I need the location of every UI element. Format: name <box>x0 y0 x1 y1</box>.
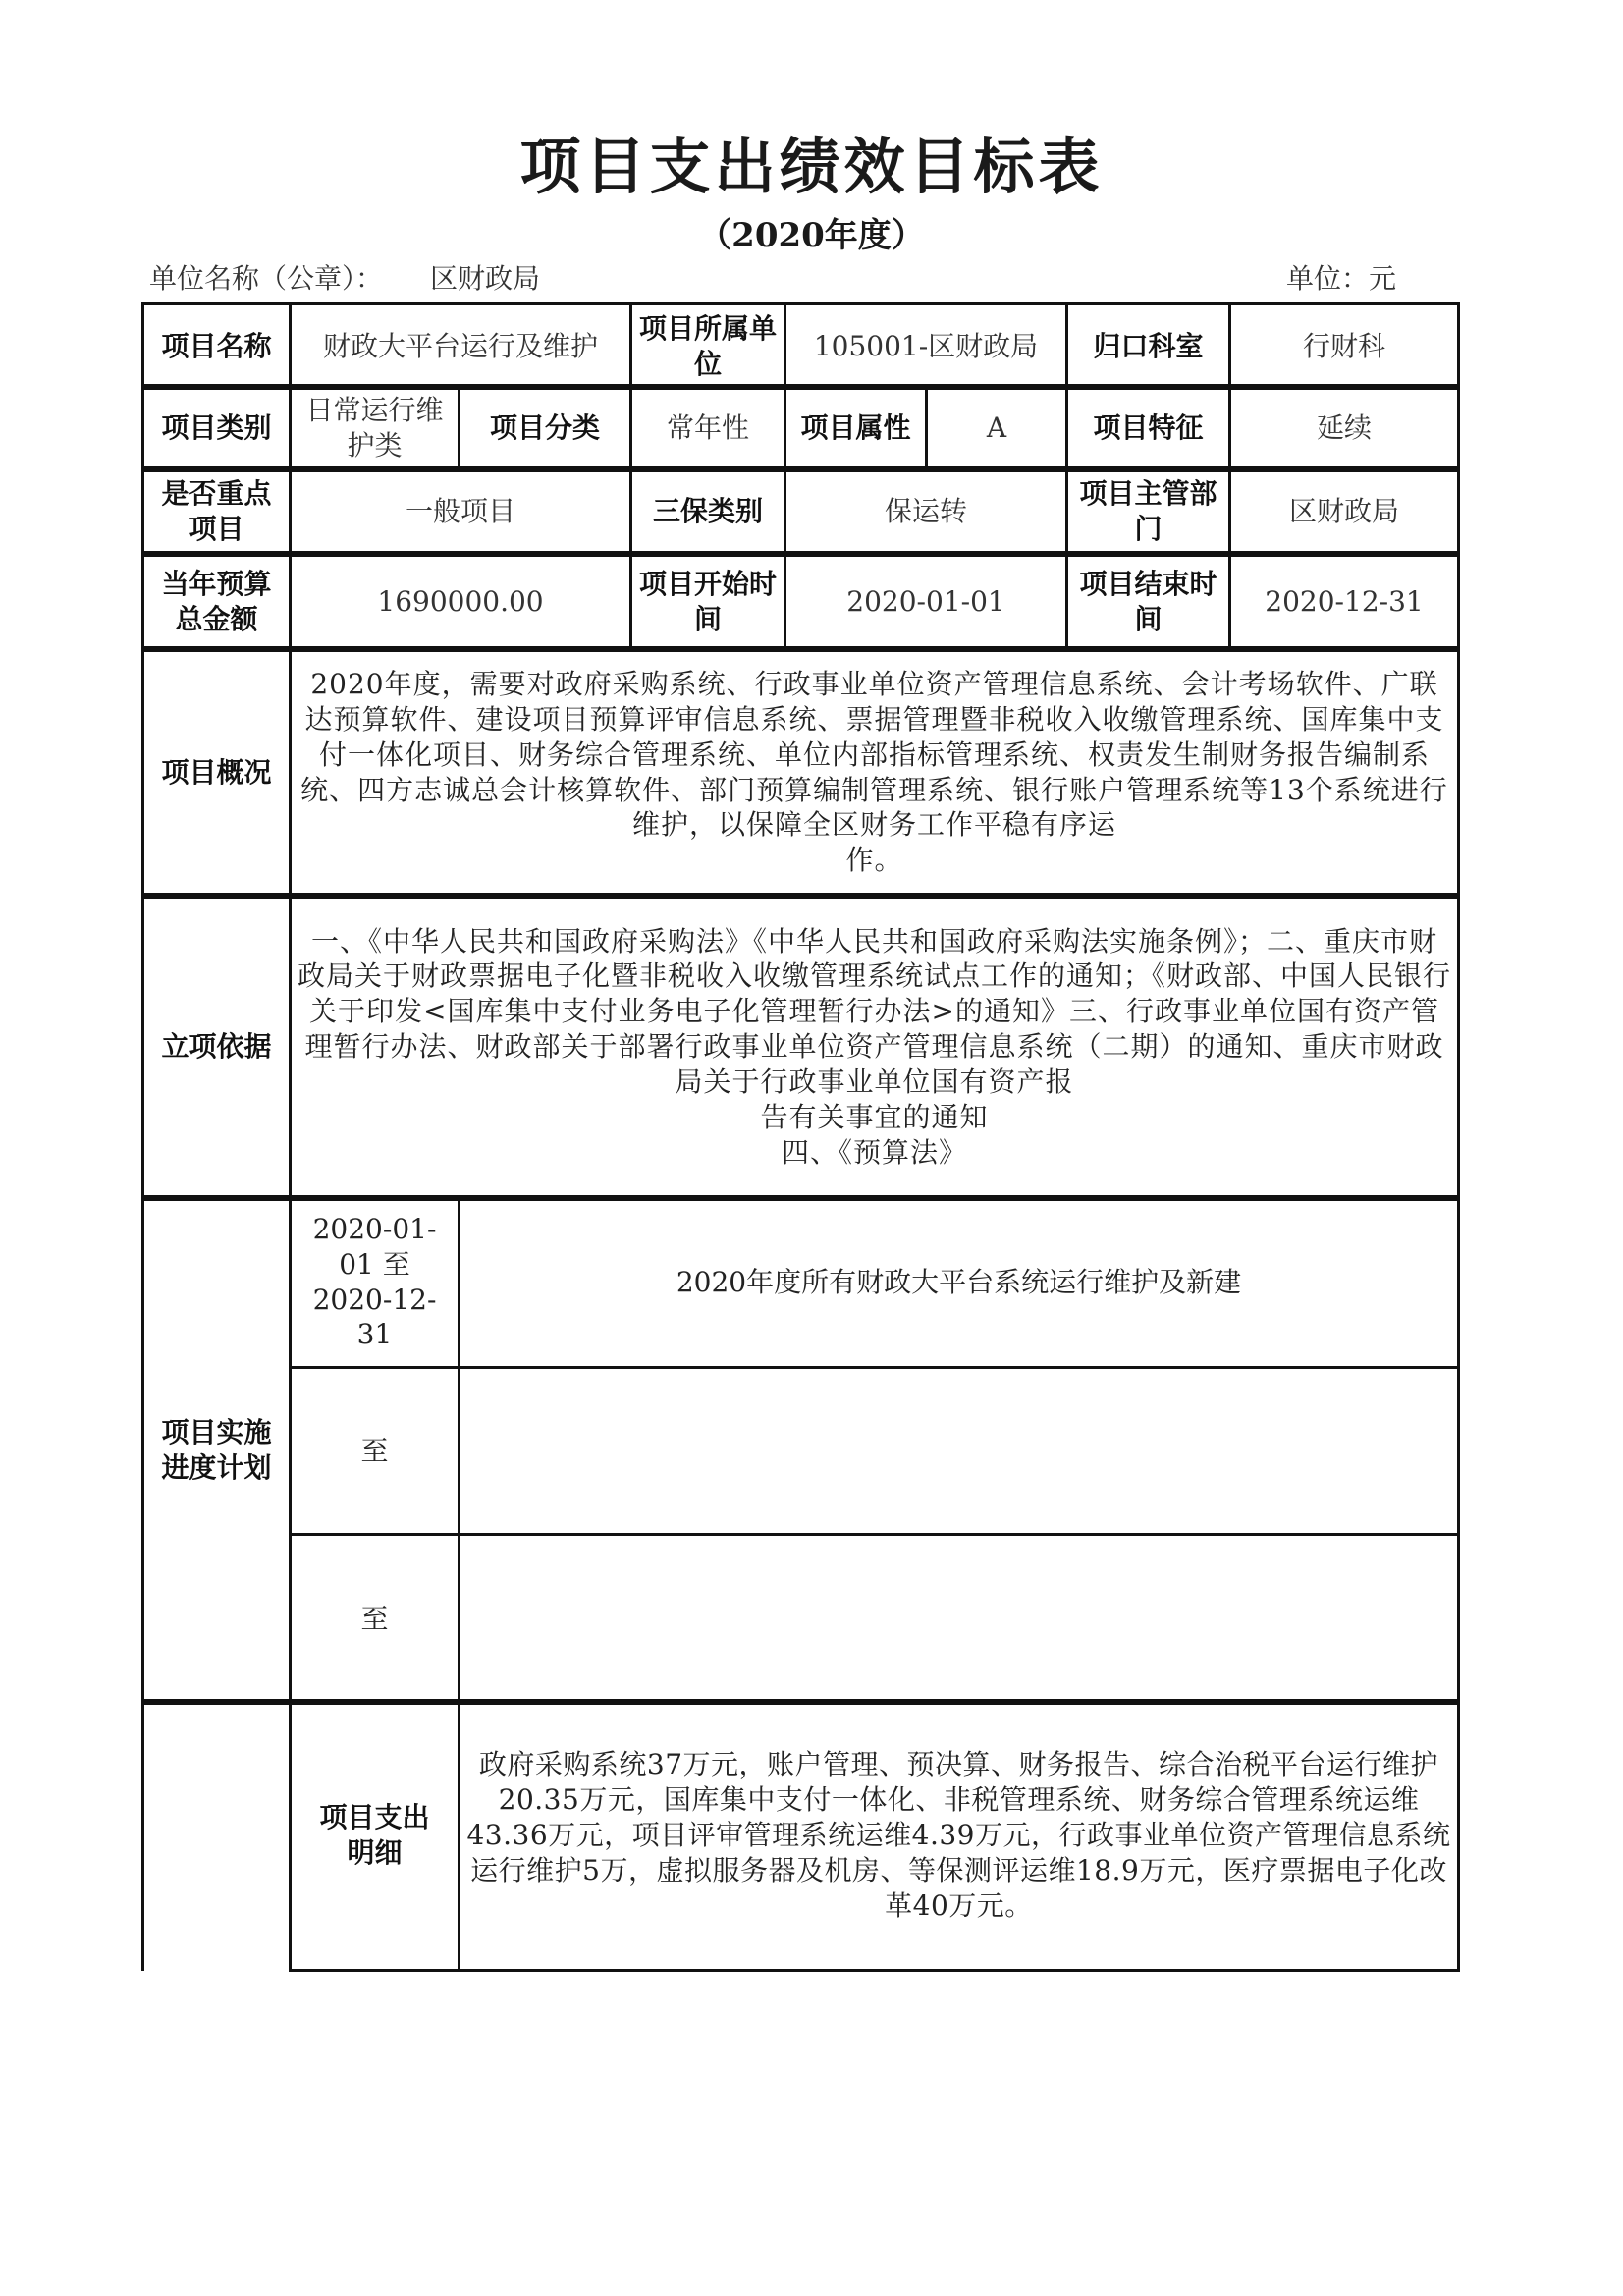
expense-label: 项目支出明细 <box>291 1701 460 1971</box>
budget-value: 1690000.00 <box>291 553 631 651</box>
schedule-row <box>143 1368 1459 1535</box>
page-title: 项目支出绩效目标表 <box>519 131 1104 202</box>
schedule-row <box>143 1535 1459 1704</box>
unit-name-value: 区财政局 <box>430 262 541 295</box>
schedule-plan <box>460 1368 1459 1535</box>
schedule-range: 至 <box>291 1368 460 1535</box>
key-project-label: 是否重点项目 <box>143 468 291 556</box>
sanbao-value: 保运转 <box>785 468 1067 556</box>
budget-label: 当年预算总金额 <box>143 553 291 651</box>
office-value: 行财科 <box>1230 304 1459 389</box>
basis-mid: 告有关事宜的通知 <box>760 1100 989 1133</box>
schedule-plan <box>460 1535 1459 1704</box>
currency-unit: 单位：元 <box>1286 262 1397 295</box>
band-schedule <box>141 1195 1460 1705</box>
category-label: 项目类别 <box>143 386 291 471</box>
band-row2 <box>141 384 1460 472</box>
schedule-plan: 2020年度所有财政大平台系统运行维护及新建 <box>460 1197 1459 1368</box>
dept-label: 项目主管部门 <box>1067 468 1230 556</box>
overview-tail: 作。 <box>845 844 903 877</box>
expense-text: 政府采购系统37万元，账户管理、预决算、财务报告、综合治税平台运行维护20.35万元，国库集中支付一体化、非税管理系统、财务综合管理系统运维43.36万元，项目评审管理系统运维4.39万元，行政事业单位资产管理信息系统运行维护5万，虚拟服务器及机房、等保测评运维18.9万元，医疗票据电子化改革40万元。 <box>460 1701 1459 1971</box>
dept-value: 区财政局 <box>1230 468 1459 556</box>
basis-tail: 四、《预算法》 <box>781 1135 967 1169</box>
start-time-label: 项目开始时间 <box>631 553 785 651</box>
classification-value: 常年性 <box>631 386 785 471</box>
end-time-value: 2020-12-31 <box>1230 553 1459 651</box>
sanbao-label: 三保类别 <box>631 468 785 556</box>
band-overview <box>141 646 1460 899</box>
band-row1 <box>141 302 1460 390</box>
office-label: 归口科室 <box>1067 304 1230 389</box>
project-name-value: 财政大平台运行及维护 <box>291 304 631 389</box>
category-value: 日常运行维护类 <box>291 386 460 471</box>
unit-name-label: 单位名称（公章）： <box>149 262 384 295</box>
owner-unit-value: 105001-区财政局 <box>785 304 1067 389</box>
key-project-value: 一般项目 <box>291 468 631 556</box>
basis-body: 一、《中华人民共和国政府采购法》《中华人民共和国政府采购法实施条例》；二、重庆市财政局关于财政票据电子化暨非税收入收缴管理系统试点工作的通知；《财政部、中国人民银行关于印发<国库集中支付业务电子化管理暂行办法>的通知》三、行政事业单位国有资产管理暂行办法、财政部关于部署行政事业单位资产管理信息系统（二期）的通知、重庆市财政局关于行政事业单位国有资产报 <box>298 924 1452 1098</box>
unit-name-line <box>149 257 540 297</box>
expense-left-margin-cell <box>143 1701 291 1971</box>
end-time-label: 项目结束时间 <box>1067 553 1230 651</box>
band-row4 <box>141 551 1460 652</box>
schedule-label: 项目实施进度计划 <box>143 1197 291 1704</box>
classification-label: 项目分类 <box>460 386 631 471</box>
overview-text <box>291 648 1459 898</box>
attribute-label: 项目属性 <box>785 386 927 471</box>
attribute-value: A <box>927 386 1067 471</box>
band-row3 <box>141 466 1460 557</box>
project-name-label: 项目名称 <box>143 304 291 389</box>
schedule-range: 2020-01-01 至 2020-12-31 <box>291 1197 460 1368</box>
overview-label: 项目概况 <box>143 648 291 898</box>
basis-label: 立项依据 <box>143 895 291 1200</box>
basis-text <box>291 895 1459 1200</box>
owner-unit-label: 项目所属单位 <box>631 304 785 389</box>
schedule-range: 至 <box>291 1535 460 1704</box>
feature-label: 项目特征 <box>1067 386 1230 471</box>
year-subtitle: （2020年度） <box>698 216 925 255</box>
overview-body: 2020年度，需要对政府采购系统、行政事业单位资产管理信息系统、会计考场软件、广联达预算软件、建设项目预算评审信息系统、票据管理暨非税收入收缴管理系统、国库集中支付一体化项目、财务综合管理系统、单位内部指标管理系统、权责发生制财务报告编制系统、四方志诚总会计核算软件、部门预算编制管理系统、银行账户管理系统等13个系统进行维护，以保障全区财务工作平稳有序运 <box>300 668 1448 842</box>
start-time-value: 2020-01-01 <box>785 553 1067 651</box>
band-expense <box>141 1699 1460 1972</box>
schedule-row <box>143 1197 1459 1368</box>
band-basis <box>141 893 1460 1201</box>
feature-value: 延续 <box>1230 386 1459 471</box>
